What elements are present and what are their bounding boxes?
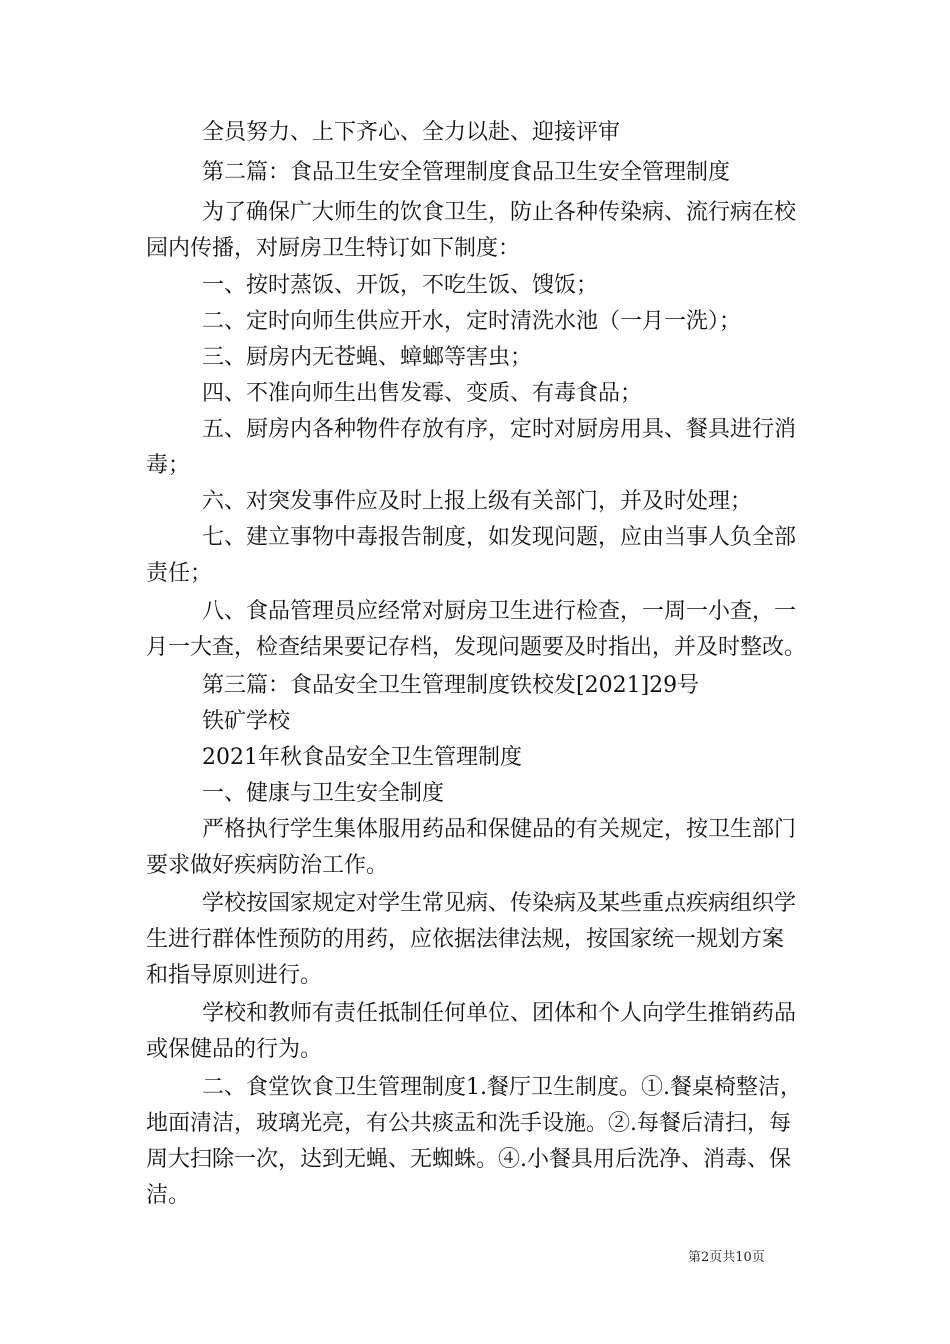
page-number: 第2页共10页 — [688, 1250, 765, 1265]
text-line: 洁。 — [146, 1183, 191, 1208]
text-line: 或保健品的行为。 — [146, 1037, 323, 1062]
text-line: 月一大查，检查结果要记存档，发现问题要及时指出，并及时整改。 — [146, 635, 807, 660]
rule-item: 五、厨房内各种物件存放有序，定时对厨房用具、餐具进行消 — [202, 417, 797, 442]
text-line: 地面清洁，玻璃光亮，有公共痰盂和洗手设施。②.每餐后清扫，每 — [146, 1111, 791, 1136]
section-heading: 第二篇：食品卫生安全管理制度食品卫生安全管理制度 — [202, 160, 731, 185]
text-line: 园内传播，对厨房卫生特订如下制度： — [146, 236, 521, 261]
text-line: 严格执行学生集体服用药品和保健品的有关规定，按卫生部门 — [202, 817, 797, 842]
text-line: 生进行群体性预防的用药，应依据法律法规，按国家统一规划方案 — [146, 927, 785, 952]
text-line: 责任； — [146, 561, 213, 586]
text-line: 学校和教师有责任抵制任何单位、团体和个人向学生推销药品 — [202, 1001, 797, 1026]
section-heading: 第三篇：食品安全卫生管理制度铁校发[2021]29号 — [202, 673, 700, 698]
text-line: 周大扫除一次，达到无蝇、无蜘蛛。④.小餐具用后洗净、消毒、保 — [146, 1147, 791, 1172]
rule-item: 六、对突发事件应及时上报上级有关部门，并及时处理； — [202, 489, 753, 514]
text-line: 为了确保广大师生的饮食卫生，防止各种传染病、流行病在校 — [202, 200, 797, 225]
subsection-heading: 二、食堂饮食卫生管理制度1.餐厅卫生制度。①.餐桌椅整洁， — [202, 1075, 802, 1100]
text-line: 学校按国家规定对学生常见病、传染病及某些重点疾病组织学 — [202, 891, 797, 916]
text-line: 和指导原则进行。 — [146, 963, 323, 988]
subsection-heading: 一、健康与卫生安全制度 — [202, 781, 445, 806]
rule-item: 一、按时蒸饭、开饭，不吃生饭、馊饭； — [202, 273, 599, 298]
text-line: 全员努力、上下齐心、全力以赴、迎接评审 — [202, 120, 621, 145]
rule-item: 四、不准向师生出售发霉、变质、有毒食品； — [202, 381, 643, 406]
text-line: 毒； — [146, 453, 191, 478]
text-line: 2021年秋食品安全卫生管理制度 — [202, 745, 522, 770]
rule-item: 八、食品管理员应经常对厨房卫生进行检查，一周一小查，一 — [202, 599, 797, 624]
rule-item: 三、厨房内无苍蝇、蟑螂等害虫； — [202, 345, 533, 370]
rule-item: 七、建立事物中毒报告制度，如发现问题，应由当事人负全部 — [202, 525, 797, 550]
text-line: 铁矿学校 — [202, 709, 291, 734]
rule-item: 二、定时向师生供应开水，定时清洗水池（一月一洗）； — [202, 309, 742, 334]
text-line: 要求做好疾病防治工作。 — [146, 853, 389, 878]
